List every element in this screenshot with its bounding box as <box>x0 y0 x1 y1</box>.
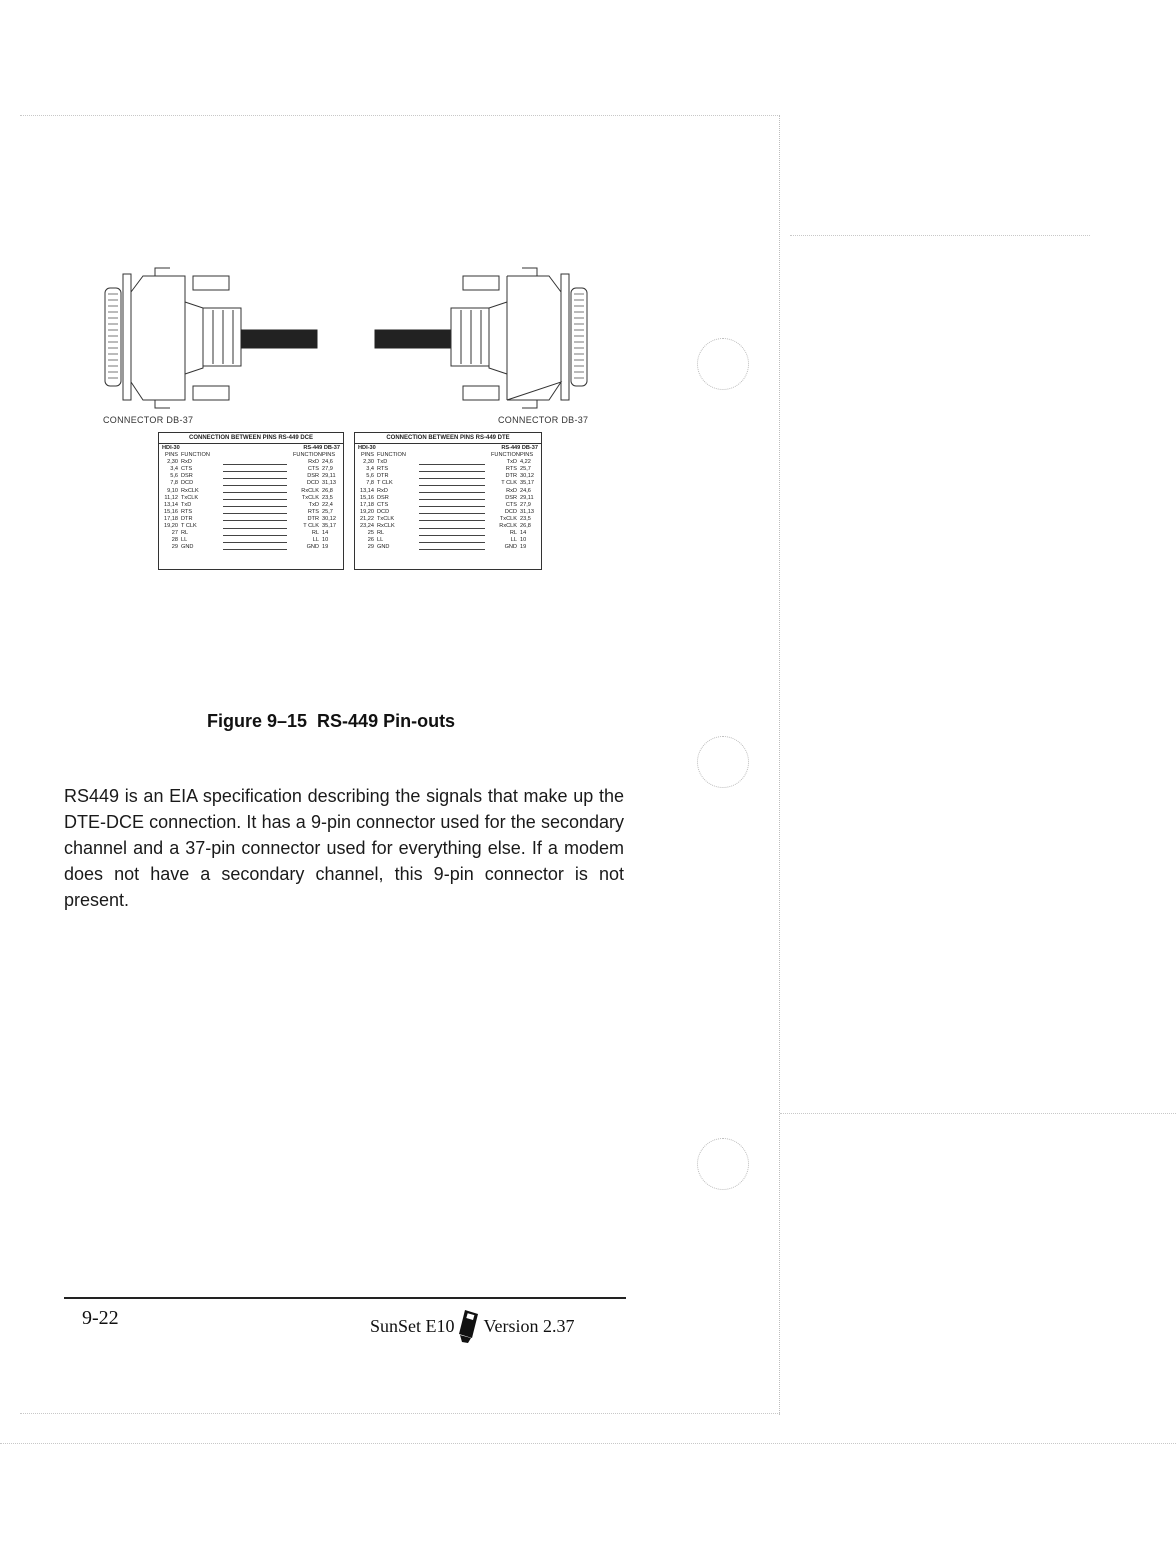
table-row <box>355 530 541 537</box>
hdi-function-cell: TxD <box>181 501 192 508</box>
hdi-function-cell: T CLK <box>181 523 197 530</box>
db37-pins-cell: 24,6 <box>520 487 531 494</box>
connection-line <box>223 461 287 465</box>
connection-line <box>419 482 485 486</box>
connection-line <box>419 525 485 529</box>
connection-line <box>223 539 287 543</box>
table-row <box>355 537 541 544</box>
connection-line <box>223 532 287 536</box>
dte-left-header: HDI-30 <box>358 445 376 451</box>
table-row <box>355 544 541 551</box>
hdi-pins-cell: 3,4 <box>366 466 374 473</box>
db37-function-cell: LL <box>510 537 517 544</box>
db37-pins-cell: 35,17 <box>520 480 534 487</box>
table-row <box>355 516 541 523</box>
hdi-function-cell: RL <box>377 530 385 537</box>
db37-function-cell: RL <box>509 530 517 537</box>
table-row <box>355 480 541 487</box>
hdi-pins-cell: 28 <box>171 537 178 544</box>
hdi-pins-cell: 3,4 <box>170 466 178 473</box>
hdi-pins-cell: 27 <box>171 530 178 537</box>
table-row <box>355 473 541 480</box>
left-db37-connector <box>105 268 241 408</box>
db37-function-cell: TxD <box>308 501 319 508</box>
table-row <box>159 488 343 495</box>
page-top-edge <box>20 115 780 116</box>
db37-function-cell: RxD <box>506 487 517 494</box>
table-row <box>159 530 343 537</box>
dce-sub-left-function: FUNCTION <box>181 452 210 459</box>
hdi-function-cell: RxD <box>181 459 192 466</box>
table-row <box>159 516 343 523</box>
db37-function-cell: RL <box>311 530 319 537</box>
hdi-pins-cell: 7,8 <box>170 480 178 487</box>
dte-pin-table <box>354 432 542 570</box>
hdi-function-cell: GND <box>377 544 390 551</box>
dte-right-header: RS-449 DB-37 <box>501 445 538 451</box>
table-row <box>159 537 343 544</box>
db37-function-cell: CTS <box>505 501 517 508</box>
table-row <box>159 466 343 473</box>
connection-line <box>223 503 287 507</box>
db37-function-cell: RTS <box>505 466 517 473</box>
db37-pins-cell: 19 <box>520 544 527 551</box>
db37-pins-cell: 22,4 <box>322 501 333 508</box>
db37-function-cell: DTR <box>505 473 517 480</box>
db37-function-cell: RxCLK <box>499 523 517 530</box>
connection-line <box>419 503 485 507</box>
connection-line <box>419 468 485 472</box>
db37-pins-cell: 26,8 <box>322 487 333 494</box>
db37-pins-cell: 29,11 <box>322 473 336 480</box>
table-row <box>159 523 343 530</box>
table-row <box>355 488 541 495</box>
footer-product <box>370 1308 575 1344</box>
db37-pins-cell: 30,12 <box>322 515 336 522</box>
connection-line <box>223 546 287 550</box>
table-row <box>355 509 541 516</box>
hdi-pins-cell: 2,30 <box>363 459 374 466</box>
hdi-function-cell: RL <box>181 530 189 537</box>
dte-sub-right-pins: PINS <box>520 452 534 459</box>
hdi-pins-cell: 13,14 <box>164 501 178 508</box>
hdi-function-cell: DSR <box>181 473 193 480</box>
db37-function-cell: DSR <box>307 473 319 480</box>
dce-sub-left-pins: PINS <box>164 452 178 459</box>
connection-line <box>223 525 287 529</box>
connection-line <box>419 496 485 500</box>
connection-line <box>419 546 485 550</box>
db37-function-cell: T CLK <box>303 523 319 530</box>
hdi-pins-cell: 29 <box>367 544 374 551</box>
hdi-function-cell: DCD <box>181 480 194 487</box>
binder-hole-top <box>697 338 749 390</box>
db37-pins-cell: 31,13 <box>322 480 336 487</box>
hdi-function-cell: DTR <box>377 473 389 480</box>
db37-function-cell: LL <box>312 537 319 544</box>
hdi-function-cell: CTS <box>377 501 389 508</box>
db37-function-cell: DCD <box>504 508 517 515</box>
hdi-pins-cell: 15,16 <box>360 494 374 501</box>
hdi-pins-cell: 23,24 <box>360 523 374 530</box>
product-version: Version 2.37 <box>483 1315 575 1336</box>
connection-line <box>223 517 287 521</box>
dce-table-rows <box>159 459 343 551</box>
hdi-pins-cell: 19,20 <box>360 508 374 515</box>
hdi-pins-cell: 11,12 <box>164 494 178 501</box>
hdi-pins-cell: 15,16 <box>164 508 178 515</box>
body-paragraph: RS449 is an EIA specification describing the signals that make up the DTE-DCE connection. It has a 9-pin connector used for the secondary channel and a 37-pin connector used for everything else. If a modem does not have a secondary channel, this 9-pin connector is not present. <box>64 786 624 910</box>
db37-pins-cell: 10 <box>322 537 329 544</box>
hdi-pins-cell: 17,18 <box>360 501 374 508</box>
connection-line <box>419 475 485 479</box>
right-panel-rule-mid <box>780 1113 1176 1114</box>
dte-table-title: CONNECTION BETWEEN PINS RS-449 DTE <box>355 433 541 444</box>
connection-line <box>419 532 485 536</box>
db37-pins-cell: 31,13 <box>520 508 534 515</box>
db37-pins-cell: 14 <box>520 530 527 537</box>
dce-right-header: RS-449 DB-37 <box>303 445 340 451</box>
hdi-function-cell: RTS <box>181 508 193 515</box>
db37-function-cell: T CLK <box>501 480 517 487</box>
dce-sub-right-function: FUNCTION <box>293 452 322 459</box>
hdi-function-cell: TxCLK <box>377 515 395 522</box>
db37-function-cell: DSR <box>505 494 517 501</box>
db37-pins-cell: 29,11 <box>520 494 534 501</box>
dte-sub-right-function: FUNCTION <box>491 452 520 459</box>
hdi-function-cell: LL <box>181 537 188 544</box>
connection-line <box>223 510 287 514</box>
product-name: SunSet E10 <box>370 1315 455 1336</box>
db37-pins-cell: 35,17 <box>322 523 336 530</box>
hdi-function-cell: TxD <box>377 459 388 466</box>
footer-rule <box>64 1297 626 1299</box>
db37-pins-cell: 23,5 <box>322 494 333 501</box>
db37-function-cell: RTS <box>307 508 319 515</box>
dte-sub-left-pins: PINS <box>360 452 374 459</box>
db37-pins-cell: 25,7 <box>520 466 531 473</box>
db37-function-cell: TxCLK <box>499 515 517 522</box>
page-number: 9-22 <box>82 1307 119 1329</box>
db37-function-cell: GND <box>504 544 517 551</box>
db37-function-cell: RxD <box>308 459 319 466</box>
connection-line <box>419 510 485 514</box>
right-panel-rule-top <box>790 235 1090 236</box>
db37-pins-cell: 19 <box>322 544 329 551</box>
hdi-pins-cell: 5,6 <box>170 473 178 480</box>
hdi-function-cell: T CLK <box>377 480 393 487</box>
right-connector-label: CONNECTOR DB-37 <box>498 415 589 425</box>
hdi-function-cell: RxD <box>377 487 388 494</box>
table-row <box>159 509 343 516</box>
hdi-function-cell: RTS <box>377 466 389 473</box>
left-connector-label: CONNECTOR DB-37 <box>103 415 194 425</box>
connection-line <box>223 496 287 500</box>
db37-pins-cell: 4,22 <box>520 459 531 466</box>
hdi-pins-cell: 5,6 <box>366 473 374 480</box>
db37-function-cell: RxCLK <box>301 487 319 494</box>
table-row <box>159 502 343 509</box>
db37-function-cell: TxD <box>506 459 517 466</box>
db37-pins-cell: 25,7 <box>322 508 333 515</box>
binder-hole-middle <box>697 736 749 788</box>
db37-function-cell: GND <box>306 544 319 551</box>
db37-pins-cell: 26,8 <box>520 523 531 530</box>
dce-sub-right-pins: PINS <box>322 452 336 459</box>
hdi-function-cell: GND <box>181 544 194 551</box>
hdi-function-cell: TxCLK <box>181 494 199 501</box>
figure-caption: Figure 9–15 RS-449 Pin-outs <box>207 711 456 731</box>
dce-table-title: CONNECTION BETWEEN PINS RS-449 DCE <box>159 433 343 444</box>
db37-function-cell: CTS <box>307 466 319 473</box>
hdi-function-cell: RxCLK <box>181 487 199 494</box>
page-bottom-edge <box>20 1413 780 1414</box>
dce-left-header: HDI-30 <box>162 445 180 451</box>
hdi-pins-cell: 19,20 <box>164 523 178 530</box>
hdi-pins-cell: 13,14 <box>360 487 374 494</box>
connection-line <box>419 461 485 465</box>
table-row <box>159 495 343 502</box>
db37-pins-cell: 24,6 <box>322 459 333 466</box>
connection-line <box>419 489 485 493</box>
table-row <box>355 466 541 473</box>
db37-function-cell: TxCLK <box>301 494 319 501</box>
page-right-edge <box>779 115 780 1415</box>
dte-sub-left-function: FUNCTION <box>377 452 406 459</box>
table-row <box>355 495 541 502</box>
dte-table-rows <box>355 459 541 551</box>
connection-line <box>223 475 287 479</box>
connection-line <box>223 489 287 493</box>
bottom-rule <box>0 1443 1176 1444</box>
table-row <box>159 459 343 466</box>
connection-line <box>419 517 485 521</box>
hdi-pins-cell: 7,8 <box>366 480 374 487</box>
db37-pins-cell: 27,9 <box>322 466 333 473</box>
rs449-cable-illustration <box>95 262 605 414</box>
table-row <box>159 473 343 480</box>
table-row <box>159 544 343 551</box>
connection-line <box>223 482 287 486</box>
hdi-pins-cell: 2,30 <box>167 459 178 466</box>
db37-function-cell: DTR <box>307 515 319 522</box>
hdi-pins-cell: 25 <box>367 530 374 537</box>
table-row <box>159 480 343 487</box>
dce-pin-table <box>158 432 344 570</box>
hdi-function-cell: RxCLK <box>377 523 395 530</box>
db37-function-cell: DCD <box>306 480 319 487</box>
handheld-tester-icon <box>456 1308 482 1344</box>
db37-pins-cell: 23,5 <box>520 515 531 522</box>
table-row <box>355 502 541 509</box>
connection-line <box>419 539 485 543</box>
hdi-pins-cell: 29 <box>171 544 178 551</box>
right-db37-connector <box>451 268 587 408</box>
db37-pins-cell: 14 <box>322 530 329 537</box>
db37-pins-cell: 30,12 <box>520 473 534 480</box>
hdi-pins-cell: 9,10 <box>167 487 178 494</box>
connection-line <box>223 468 287 472</box>
hdi-function-cell: DCD <box>377 508 390 515</box>
hdi-function-cell: DTR <box>181 515 193 522</box>
db37-pins-cell: 10 <box>520 537 527 544</box>
hdi-pins-cell: 26 <box>367 537 374 544</box>
hdi-function-cell: LL <box>377 537 384 544</box>
hdi-pins-cell: 17,18 <box>164 515 178 522</box>
hdi-function-cell: DSR <box>377 494 389 501</box>
hdi-pins-cell: 21,22 <box>360 515 374 522</box>
table-row <box>355 523 541 530</box>
db37-pins-cell: 27,9 <box>520 501 531 508</box>
binder-hole-bottom <box>697 1138 749 1190</box>
hdi-function-cell: CTS <box>181 466 193 473</box>
table-row <box>355 459 541 466</box>
